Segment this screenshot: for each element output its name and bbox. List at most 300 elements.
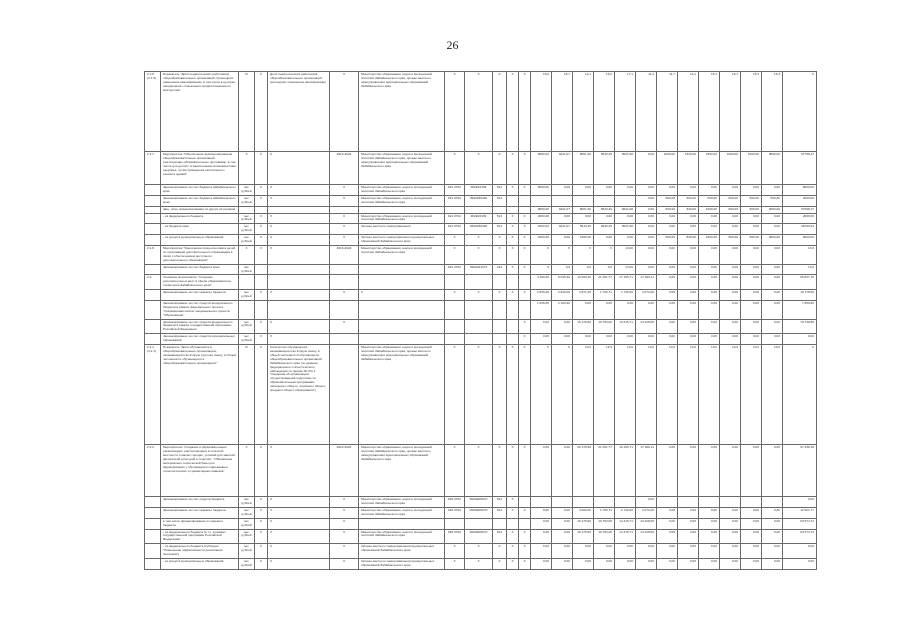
table-cell: 0,00 [657,558,678,569]
table-cell [699,497,720,508]
table-cell: Органы местного самоуправления муниципальных образований Забайкальского края [359,558,445,569]
table-cell [268,300,330,319]
table-cell [145,195,161,206]
table-cell: 0,00 [678,334,699,345]
table-cell: Органы местного самоуправления муниципальных образований Забайкальского края [359,235,445,246]
table-cell [552,195,573,206]
table-cell: тыс. рублей [239,185,255,196]
table-cell: 14,1 [678,72,699,152]
table-cell: 0,00 [678,213,699,224]
table-cell: 0,00 [531,334,552,345]
table-cell: X [519,319,531,334]
program-table [144,71,817,570]
table-cell: Министерство образования, науки и молодежной политики Забайкальского края, органы местного самоуправления муниципальных образований Забайкальского края [359,152,445,185]
table-cell: 13 228,05 [636,518,657,529]
table-cell: 7 659,60 [783,300,817,319]
table-cell: 0,00 [657,507,678,518]
table-cell: 0,00 [699,544,720,559]
table-cell: финансирование за счет средств федерального бюджета в рамках федерального проекта "Современная школа" национального проекта "Образование" [161,300,239,319]
table-cell [145,206,161,213]
table-cell: 500,00 [657,195,678,206]
table-cell: Министерство образования, науки и молодежной политики Забайкальского края [359,195,445,206]
table-cell: X [465,290,493,301]
table-cell [145,224,161,235]
table-cell [145,290,161,301]
table-cell: 0,00 [594,334,615,345]
table-cell: 0,00 [699,213,720,224]
table-cell [741,497,762,508]
table-cell [268,206,330,213]
table-cell [330,334,359,345]
table-cell: 06202R0970 [465,497,493,508]
table-cell: 0,00 [699,334,720,345]
table-cell: 2014-2024 [330,445,359,497]
table-cell: Органы местного самоуправления [359,224,445,235]
table-cell: X [330,213,359,224]
table-cell [493,319,507,334]
table-cell: 2 109,20 [552,300,573,319]
table-cell: финансирование за счет краевого бюджета [161,290,239,301]
table-cell: X [255,544,268,559]
table-cell [519,518,531,529]
table-cell [507,300,519,319]
table-cell: 0,00 [615,544,636,559]
table-cell: 0,00 [762,334,783,345]
table-cell: 21 461,77 [594,445,615,497]
table-cell: Доля педагогических работников общеобразовательных организаций, прошедших повышение квалификации [268,72,330,152]
table-cell: 0,00 [636,334,657,345]
table-cell: 0,00 [678,558,699,569]
table-cell: X [330,195,359,206]
table-cell: X [255,334,268,345]
table-cell [145,185,161,196]
table-cell: X [330,235,359,246]
table-cell: 8000,00 [531,185,552,196]
table-cell: Мероприятие "Увеличение процента охвата детей по программам дополнительного образования в связи с обеспечением доступного дополнительного образования" [161,245,239,264]
table-cell [573,497,594,508]
table-cell: 2000,00 [531,235,552,246]
table-cell: 13,00 [615,245,636,264]
table-cell: X [268,213,330,224]
table-cell: X [507,445,519,497]
table-cell: 500,00 [720,195,741,206]
table-cell: X [493,235,507,246]
table-row [145,185,817,196]
table-cell: X [465,72,493,152]
table-cell: 062E15169 [465,213,493,224]
table-cell: X [445,235,465,246]
table-cell: 0,00 [636,185,657,196]
table-cell: 821 0702 [445,195,465,206]
table-cell: финансирование за счет средств муниципальных образований [161,334,239,345]
table-cell: 0,00 [699,224,720,235]
table-cell: X [255,558,268,569]
table-cell: X [330,224,359,235]
table-cell: 9641,08 [615,152,636,185]
table-cell: - из федерального бюджета (в т.ч. в рамках государственной программы Российской Федерации) [161,529,239,544]
table-cell: 2 940,00 [552,290,573,301]
table-cell: 2 845,00 [531,290,552,301]
table-cell: 0,00 [762,300,783,319]
table-cell: 0,00 [741,264,762,275]
table-cell: 0,00 [699,507,720,518]
page-number: 26 [446,38,459,52]
table-cell: 1000,00 [699,206,720,213]
table-cell: финансирование за счет бюджета Забайкальского края [161,195,239,206]
table-cell: 0,00 [657,319,678,334]
table-cell: 0,00 [741,544,762,559]
table-row [145,345,817,445]
table-cell: 14 415,71 [615,319,636,334]
table-cell: 0,00 [720,507,741,518]
table-cell: 500,00 [657,206,678,213]
table-cell [145,300,161,319]
table-cell: 10,0 [636,345,657,445]
table-cell: X [465,245,493,264]
table-cell: 521 [493,497,507,508]
table-cell: 0,00 [720,264,741,275]
table-cell: X [255,290,268,301]
table-cell: Министерство образования, науки и молодежной политики Забайкальского края, органы местного самоуправления муниципальных образований Забайкальского края [359,345,445,445]
table-cell [493,300,507,319]
table-cell: 1000,00 [699,235,720,246]
table-cell: 63 574,72 [783,518,817,529]
table-cell: 0,00 [741,290,762,301]
table-cell: X [493,445,507,497]
table-cell: X [493,558,507,569]
table-row [145,445,817,497]
table-cell [359,319,445,334]
table-cell: X [330,72,359,152]
table-cell: X [493,72,507,152]
table-cell: X [268,334,330,345]
table-cell: 66 837,70 [783,275,817,290]
table-row [145,558,817,569]
table-cell: Мероприятие "Обеспечение функционирования общеобразовательных организаций, реализующих образовательные программы, в том числе для детей с ограниченными возможностями здоровья, путем проведения капитального ремонта зданий" [161,152,239,185]
table-cell: 4 000,00 [573,507,594,518]
table-cell: 0,00 [720,300,741,319]
table-cell: X [507,558,519,569]
table-cell [507,319,519,334]
table-cell: X [507,507,519,518]
table-cell: тыс. рублей [239,558,255,569]
table-cell: 9000,00 [762,235,783,246]
table-cell: X [330,518,359,529]
table-cell [594,497,615,508]
table-row [145,507,817,518]
table-cell: 17 155,71 [615,275,636,290]
table-cell: тыс. рублей [239,497,255,508]
table-row [145,275,817,290]
table-cell: X [507,224,519,235]
table-row [145,264,817,275]
table-cell: X [330,185,359,196]
table-cell: 97 438,18 [783,445,817,497]
table-cell: X [330,290,359,301]
table-cell: X [239,152,255,185]
table-cell: X [445,245,465,264]
table-cell: X [255,224,268,235]
table-row [145,529,817,544]
table-cell: тыс. рублей [239,235,255,246]
table-cell: X [507,529,519,544]
table-cell: X [519,245,531,264]
table-cell: 0,00 [741,558,762,569]
table-cell: 0,00 [762,319,783,334]
table-row [145,213,817,224]
table-cell [445,319,465,334]
table-cell: 0,00 [720,518,741,529]
table-cell: 10,0 [531,72,552,152]
table-cell: 0,00 [531,445,552,497]
table-row [145,334,817,345]
table-cell: 8001,30 [573,206,594,213]
table-cell: 0,00 [762,507,783,518]
table-cell: X [493,345,507,445]
table-cell [678,497,699,508]
table-cell: 0,00 [657,224,678,235]
table-cell: X [519,224,531,235]
table-cell: 0,00 [741,245,762,264]
table-cell: 0,00 [783,497,817,508]
table-row [145,544,817,559]
table-cell: 521 [493,185,507,196]
table-cell: X [465,345,493,445]
table-cell: X [330,558,359,569]
table-cell: 67798,47 [783,152,817,185]
table-cell [465,518,493,529]
table-cell: X [507,235,519,246]
table-cell: 11,7 [657,72,678,152]
table-cell [465,319,493,334]
table-cell [493,206,507,213]
table-cell: 79 748,88 [783,319,817,334]
table-cell: 244 [493,264,507,275]
table-cell [519,300,531,319]
table-cell: 16 178,90 [573,518,594,529]
table-cell: 0,00 [762,445,783,497]
table-cell: 0,00 [741,529,762,544]
table-cell: 10,0 [762,345,783,445]
table-cell: X [465,235,493,246]
table-cell: X [255,319,268,334]
table-cell: X [255,185,268,196]
table-cell: Министерство образования, науки и молодежной политики Забайкальского края, органы местного самоуправления муниципальных образований Забайкальского края [359,72,445,152]
table-cell [255,300,268,319]
table-cell: в том числе финансирование из краевого бюджета [161,518,239,529]
table-cell: 16,2 [594,72,615,152]
table-cell: 1000,00 [720,152,741,185]
table-cell: X [268,319,330,334]
table-cell: 14 415,71 [615,518,636,529]
table-cell: 0,00 [720,529,741,544]
table-row [145,195,817,206]
table-cell: 500,00 [741,195,762,206]
table-cell: 53798,47 [783,206,817,213]
table-cell: 10,0 [720,345,741,445]
table-cell: 0,00 [678,185,699,196]
table-cell: 0,00 [783,334,817,345]
table-cell: 8000,00 [783,185,817,196]
table-cell: 9641,08 [615,206,636,213]
table-cell: 0,00 [531,319,552,334]
table-cell: 0,00 [720,275,741,290]
table-cell: 0,00 [594,558,615,569]
table-cell: 2.1.8. [145,245,161,264]
table-cell: 0,00 [552,518,573,529]
table-cell: 0620256490 [465,224,493,235]
table-cell: 0,00 [678,529,699,544]
table-cell: X [465,558,493,569]
table-cell [445,334,465,345]
table-cell: X [445,558,465,569]
table-cell: X [507,72,519,152]
table-cell: 0,00 [741,185,762,196]
table-cell: 0,00 [762,290,783,301]
table-cell: 0,00 [552,185,573,196]
table-cell [255,275,268,290]
table-cell: Показатель "Доля педагогических работников общеобразовательных организаций, прошедших повышение квалификации, в том числе в центрах непрерывного повышения профессионального мастерства" [161,72,239,152]
table-cell: X [519,544,531,559]
table-cell: X [268,558,330,569]
table-cell [145,507,161,518]
table-cell: 10,0 [678,345,699,445]
table-cell: финансирование за счет бюджета края [161,264,239,275]
table-cell: 0,00 [741,213,762,224]
table-cell: X [493,245,507,264]
table-cell: 500,00 [720,235,741,246]
table-cell: 15,3 [741,72,762,152]
table-cell: 9441,07 [552,206,573,213]
table-cell: 31032,94 [783,224,817,235]
table-cell: 13,00 [615,264,636,275]
table-cell: 9441,07 [552,224,573,235]
table-cell: 1000,00 [657,152,678,185]
table-cell: 0,00 [552,319,573,334]
table-cell: 2.2.2. [145,445,161,497]
table-cell: 2 740,00 [615,290,636,301]
table-cell: 0,00 [720,558,741,569]
table-cell: 0,00 [678,319,699,334]
table-cell: X [268,497,330,508]
table-cell: X [531,345,552,445]
table-cell: X [330,497,359,508]
table-cell: 9641,08 [615,224,636,235]
table-cell: X [519,235,531,246]
table-cell: X [552,245,573,264]
table-cell: 0,00 [531,544,552,559]
table-cell: 0,00 [783,544,817,559]
table-cell: - из средств муниципальных образований [161,235,239,246]
table-cell: 0,00 [699,558,720,569]
table-cell: 5540,49 [594,206,615,213]
table-cell [507,334,519,345]
table-cell: 0,00 [678,544,699,559]
table-cell: 2.2.1. (3.2.1) [145,345,161,445]
table-cell [268,275,330,290]
table-cell: 16,1 [720,72,741,152]
table-row [145,518,817,529]
table-cell: X [519,264,531,275]
table-cell [268,264,330,275]
table-cell [465,206,493,213]
table-cell: 821 0702 [445,224,465,235]
table-cell: X [552,345,573,445]
table-cell: 2.2. [145,275,161,290]
table-cell [507,206,519,213]
table-cell: Количество обучающихся, занимающихся во вторую смену, в общей численности обучающихся общеобразовательных организаций Забайкальского края (по данным федерального статистического наблюдения по форме № ОО-1 "Сведения об организации, осуществляющей подготовку по образовательным программам начального общего, основного общего, среднего общего образования") [268,345,330,445]
table-cell: 0,00 [699,264,720,275]
table-cell: X [493,290,507,301]
table-cell: 0,00 [678,290,699,301]
table-cell: X [519,507,531,518]
table-cell: 1 709,71 [594,507,615,518]
table-cell: - из федерального бюджета [161,213,239,224]
table-cell: X [255,497,268,508]
table-row [145,300,817,319]
table-cell: 9441,07 [552,152,573,185]
table-cell: 840,00 [678,206,699,213]
table-cell: 1000,00 [741,152,762,185]
table-cell: Органы местного самоуправления муниципальных образований Забайкальского края [359,544,445,559]
table-cell: 9000,00 [762,206,783,213]
table-cell: 0,00 [720,185,741,196]
table-cell: Министерство образования, науки и молодежной политики Забайкальского края [359,213,445,224]
table-cell: 826 0702 [445,497,465,508]
table-cell: 0,00 [531,558,552,569]
table-cell [762,497,783,508]
table-cell: - из федерального бюджета (субсидия "Повышение эффективности реализации программ") [161,544,239,559]
table-cell: 10,0 [573,345,594,445]
table-cell: фин. план. финансирования из других источников [161,206,239,213]
table-cell: 0,00 [720,544,741,559]
table-cell: 0,00 [657,185,678,196]
table-cell: 0,00 [699,445,720,497]
table-cell [330,206,359,213]
table-cell: 1 645,00 [531,300,552,319]
table-cell: X [255,152,268,185]
table-cell: 63 574,72 [783,529,817,544]
table-cell: X [783,345,817,445]
table-cell: 521 [493,213,507,224]
table-cell: X [594,245,615,264]
table-cell: 13 228,05 [636,529,657,544]
table-cell [330,275,359,290]
table-cell: X [573,245,594,264]
table-cell: X [507,264,519,275]
table-cell: 0,00 [657,334,678,345]
table-cell: 8001,30 [573,152,594,185]
table-cell: 0,00 [552,544,573,559]
table-cell: X [519,345,531,445]
table-cell: 0,00 [573,558,594,569]
table-cell: 0,00 [741,275,762,290]
table-cell: - из бюджета края [161,224,239,235]
table-cell [519,275,531,290]
table-cell: 4 072,06 [636,290,657,301]
table-cell: X [255,507,268,518]
table-cell: X [783,72,817,152]
table-cell: 0,00 [741,445,762,497]
table-cell: 9020,00 [783,235,817,246]
table-cell: 521 [493,195,507,206]
table-cell: X [519,213,531,224]
table-cell: 2 740,00 [615,507,636,518]
table-cell: X [268,507,330,518]
table-cell [552,497,573,508]
table-cell [507,518,519,529]
table-cell: X [330,544,359,559]
